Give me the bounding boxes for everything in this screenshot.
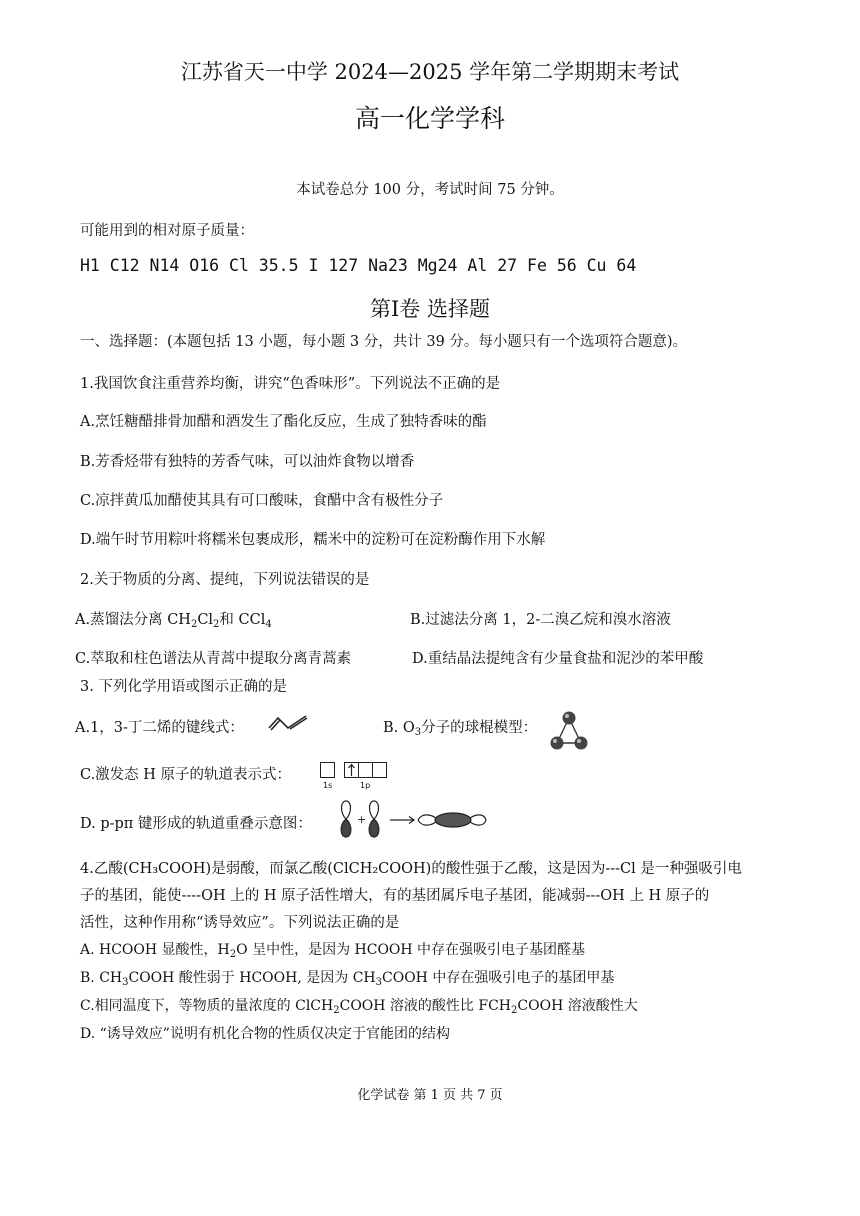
orbital-diagram <box>320 762 390 780</box>
q2-option-a: A.蒸馏法分离 $CH_2Cl_2$和 CCl$_4$ <box>75 612 272 630</box>
p-orbital-overlap-diagram <box>336 799 488 839</box>
q1-option-b: B.芳香烃带有独特的芳香气味，可以油炸食物以增香 <box>80 454 415 470</box>
q1-option-c: C.凉拌黄瓜加醋使其具有可口酸味，食醋中含有极性分子 <box>80 493 444 509</box>
q1-option-a: A.烹饪糖醋排骨加醋和酒发生了酯化反应，生成了独特香味的酯 <box>80 414 487 430</box>
q2-option-b: B.过滤法分离 1，2-二溴乙烷和溴水溶液 <box>410 612 671 628</box>
q3-option-c: C.激发态 H 原子的轨道表示式： <box>80 767 292 783</box>
q4-option-c: C.相同温度下，等物质的量浓度的 ClCH$_2$COOH 溶液的酸性比 $FCH_2COOH$ 溶液酸性大 <box>80 998 638 1016</box>
svg-text:+: + <box>357 813 367 826</box>
ozone-ball-stick-model <box>548 710 592 752</box>
q4-stem-line1: 4.乙酸(CH₃COOH)是弱酸，而氯乙酸(ClCH₂COOH)的酸性强于乙酸，这是因为---Cl 是一种强吸引电 <box>80 861 742 877</box>
q3-option-d: D. p-pπ 键形成的轨道重叠示意图： <box>80 816 312 832</box>
section-title: 第Ⅰ卷 选择题 <box>370 297 490 321</box>
q4-option-b: B. $CH_3COOH$ 酸性弱于 HCOOH, 是因为 $CH_3COOH$ 中存在强吸引电子的基团甲基 <box>80 970 615 988</box>
q2-option-d: D.重结晶法提纯含有少量食盐和泥沙的苯甲酸 <box>412 651 704 667</box>
butadiene-skeletal-formula <box>268 714 308 732</box>
q4-option-d: D. “诱导效应”说明有机化合物的性质仅决定于官能团的结构 <box>80 1026 450 1042</box>
q1-stem: 1.我国饮食注重营养均衡，讲究“色香味形”。下列说法不正确的是 <box>80 376 501 392</box>
q3-stem: 3. 下列化学用语或图示正确的是 <box>80 679 287 695</box>
exam-subject: 高一化学学科 <box>354 104 505 133</box>
page-footer: 化学试卷 第 1 页 共 7 页 <box>357 1088 503 1103</box>
orbital-label-1s: 1s <box>323 781 333 790</box>
q4-stem-line3: 活性，这种作用称“诱导效应”。下列说法正确的是 <box>80 915 400 931</box>
q4-option-a: A. HCOOH 显酸性，$H_2O$ 呈中性，是因为 HCOOH 中存在强吸引电子基团醛基 <box>80 942 586 960</box>
atomic-mass-label: 可能用到的相对原子质量： <box>80 223 254 239</box>
exam-title: 江苏省天一中学 2024—2025 学年第二学期期末考试 <box>180 60 680 84</box>
orbital-label-1p: 1p <box>360 781 371 790</box>
q3-option-a: A.1，3-丁二烯的键线式： <box>75 720 244 736</box>
exam-info: 本试卷总分 100 分，考试时间 75 分钟。 <box>296 182 564 198</box>
q2-option-c: C.萃取和柱色谱法从青蒿中提取分离青蒿素 <box>75 651 352 667</box>
section-instructions: 一、选择题：(本题包括 13 小题，每小题 3 分，共计 39 分。每小题只有一个选项符合题意)。 <box>80 334 688 350</box>
atomic-mass-list: H1 C12 N14 O16 Cl 35.5 I 127 Na23 Mg24 Al 27 Fe 56 Cu 64 <box>80 256 637 275</box>
q3-option-b: B. $O_3$分子的球棍模型： <box>383 720 538 738</box>
q2-stem: 2.关于物质的分离、提纯，下列说法错误的是 <box>80 572 370 588</box>
q1-option-d: D.端午时节用粽叶将糯米包裹成形，糯米中的淀粉可在淀粉酶作用下水解 <box>80 532 546 548</box>
q4-stem-line2: 子的基团，能使----OH 上的 H 原子活性增大，有的基团属斥电子基团，能减弱---OH 上 H 原子的 <box>80 888 710 904</box>
